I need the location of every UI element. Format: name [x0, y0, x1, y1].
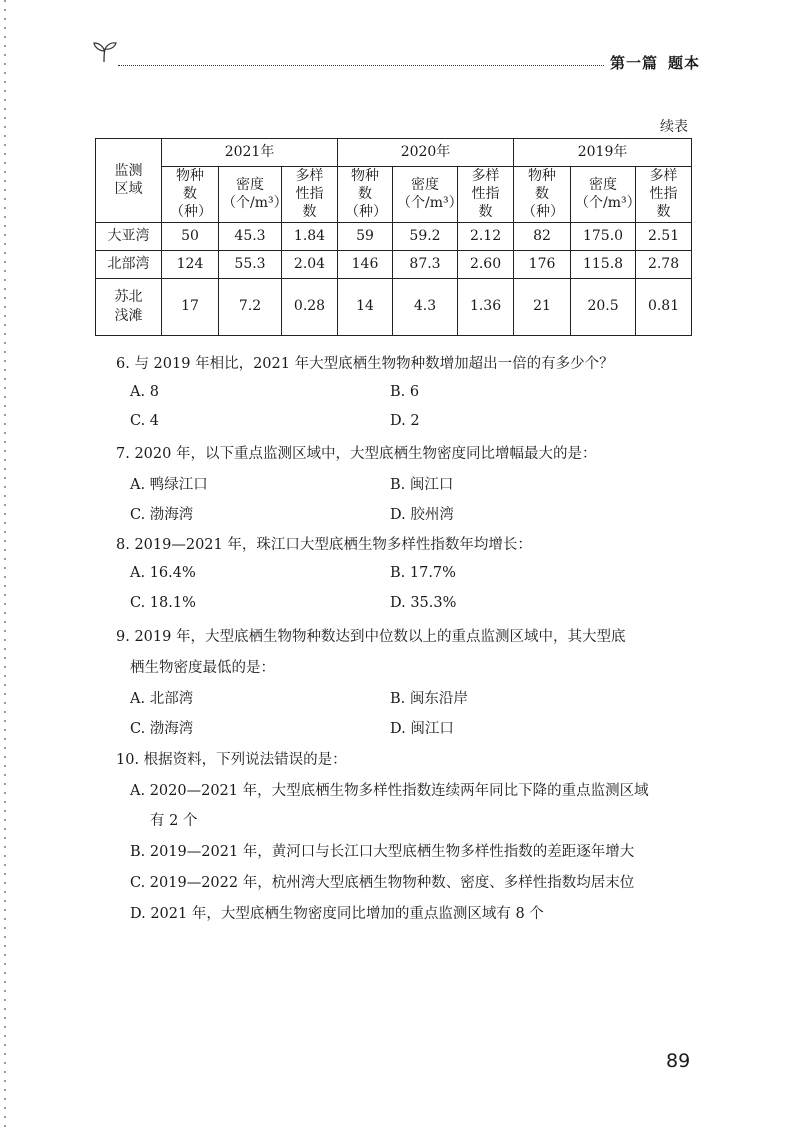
- question-7: 7. 2020 年，以下重点监测区域中，大型底栖生物密度同比增幅最大的是：: [116, 446, 597, 462]
- option-d: D. 胶州湾: [390, 507, 454, 523]
- option-d: D. 2021 年，大型底栖生物密度同比增加的重点监测区域有 8 个: [130, 906, 544, 922]
- year-header: 2019年: [514, 139, 692, 167]
- option-c: C. 4: [130, 413, 160, 429]
- table-cell: 175.0: [571, 222, 636, 250]
- header-part: 第一篇: [609, 54, 658, 72]
- table-row: [96, 250, 692, 278]
- option-d: D. 35.3%: [390, 595, 457, 611]
- table-cell: 2.60: [458, 250, 514, 278]
- option-b: B. 闽东沿岸: [390, 691, 468, 707]
- table-cell: 82: [514, 222, 571, 250]
- option-a: A. 8: [130, 384, 159, 400]
- table-cell: 0.28: [282, 278, 338, 335]
- option-b: B. 2019—2021 年，黄河口与长江口大型底栖生物多样性指数的差距逐年增大: [130, 844, 635, 860]
- option-c: C. 渤海湾: [130, 507, 194, 523]
- option-a: A. 北部湾: [130, 691, 194, 707]
- table-cell: 2.78: [636, 250, 692, 278]
- year-header: 2021年: [162, 139, 338, 167]
- sub-header: 密度（个/m³）: [393, 167, 458, 223]
- region-cell: 北部湾: [96, 250, 162, 278]
- table-cell: 1.36: [458, 278, 514, 335]
- sub-header: 物种数（种）: [338, 167, 393, 223]
- page-header: [88, 38, 700, 78]
- table-cell: 50: [162, 222, 219, 250]
- question-10: 10. 根据资料，下列说法错误的是：: [116, 752, 347, 768]
- year-header: 2020年: [338, 139, 514, 167]
- header-section: 题本: [667, 54, 700, 72]
- table-cell: 2.04: [282, 250, 338, 278]
- region-cell: 大亚湾: [96, 222, 162, 250]
- header-rule: [118, 65, 604, 66]
- sub-header: 多样性指数: [636, 167, 692, 223]
- option-a-continued: 有 2 个: [150, 813, 198, 829]
- table-cell: 20.5: [571, 278, 636, 335]
- option-c: C. 2019—2022 年，杭州湾大型底栖生物物种数、密度、多样性指数均居末位: [130, 875, 635, 891]
- table-cell: 17: [162, 278, 219, 335]
- table-cell: 2.51: [636, 222, 692, 250]
- option-b: B. 闽江口: [390, 477, 454, 493]
- option-a: A. 鸭绿江口: [130, 477, 208, 493]
- monitoring-table: [95, 138, 692, 336]
- sub-header: 多样性指数: [458, 167, 514, 223]
- question-9-line-2: 栖生物密度最低的是：: [130, 660, 275, 676]
- table-cell: 21: [514, 278, 571, 335]
- region-cell: 苏北浅滩: [96, 278, 162, 335]
- question-6: 6. 与 2019 年相比，2021 年大型底栖生物物种数增加超出一倍的有多少个？: [116, 356, 614, 372]
- table-cell: 7.2: [219, 278, 282, 335]
- option-c: C. 渤海湾: [130, 721, 194, 737]
- binding-edge-dots: [4, 0, 6, 1130]
- table-cell: 55.3: [219, 250, 282, 278]
- table-cell: 87.3: [393, 250, 458, 278]
- table-cell: 14: [338, 278, 393, 335]
- table-cell: 45.3: [219, 222, 282, 250]
- table-cell: 115.8: [571, 250, 636, 278]
- sub-header: 物种数（种）: [514, 167, 571, 223]
- sub-header: 密度（个/m³）: [571, 167, 636, 223]
- table-cell: 1.84: [282, 222, 338, 250]
- table-cell: 59.2: [393, 222, 458, 250]
- sub-header: 密度（个/m³）: [219, 167, 282, 223]
- option-d: D. 闽江口: [390, 721, 454, 737]
- option-d: D. 2: [390, 413, 420, 429]
- page-number: 89: [666, 1050, 691, 1072]
- table-row: [96, 278, 692, 335]
- question-8: 8. 2019—2021 年，珠江口大型底栖生物多样性指数年均增长：: [116, 537, 532, 553]
- option-b: B. 17.7%: [390, 565, 456, 581]
- option-b: B. 6: [390, 384, 420, 400]
- table-cell: 2.12: [458, 222, 514, 250]
- table-cell: 59: [338, 222, 393, 250]
- sub-header: 物种数（种）: [162, 167, 219, 223]
- table-cell: 0.81: [636, 278, 692, 335]
- header-title: [610, 52, 700, 73]
- question-9-line-1: 9. 2019 年，大型底栖生物物种数达到中位数以上的重点监测区域中，其大型底: [116, 629, 626, 645]
- option-a: A. 2020—2021 年，大型底栖生物多样性指数连续两年同比下降的重点监测区域: [130, 783, 649, 799]
- option-a: A. 16.4%: [130, 565, 196, 581]
- table-cell: 124: [162, 250, 219, 278]
- sprout-icon: [90, 40, 120, 64]
- sub-header: 多样性指数: [282, 167, 338, 223]
- table-cell: 4.3: [393, 278, 458, 335]
- table-cell: 146: [338, 250, 393, 278]
- table-cell: 176: [514, 250, 571, 278]
- continued-label: 续表: [660, 119, 688, 135]
- table-row: [96, 222, 692, 250]
- region-header: 监测区域: [96, 139, 162, 223]
- option-c: C. 18.1%: [130, 595, 196, 611]
